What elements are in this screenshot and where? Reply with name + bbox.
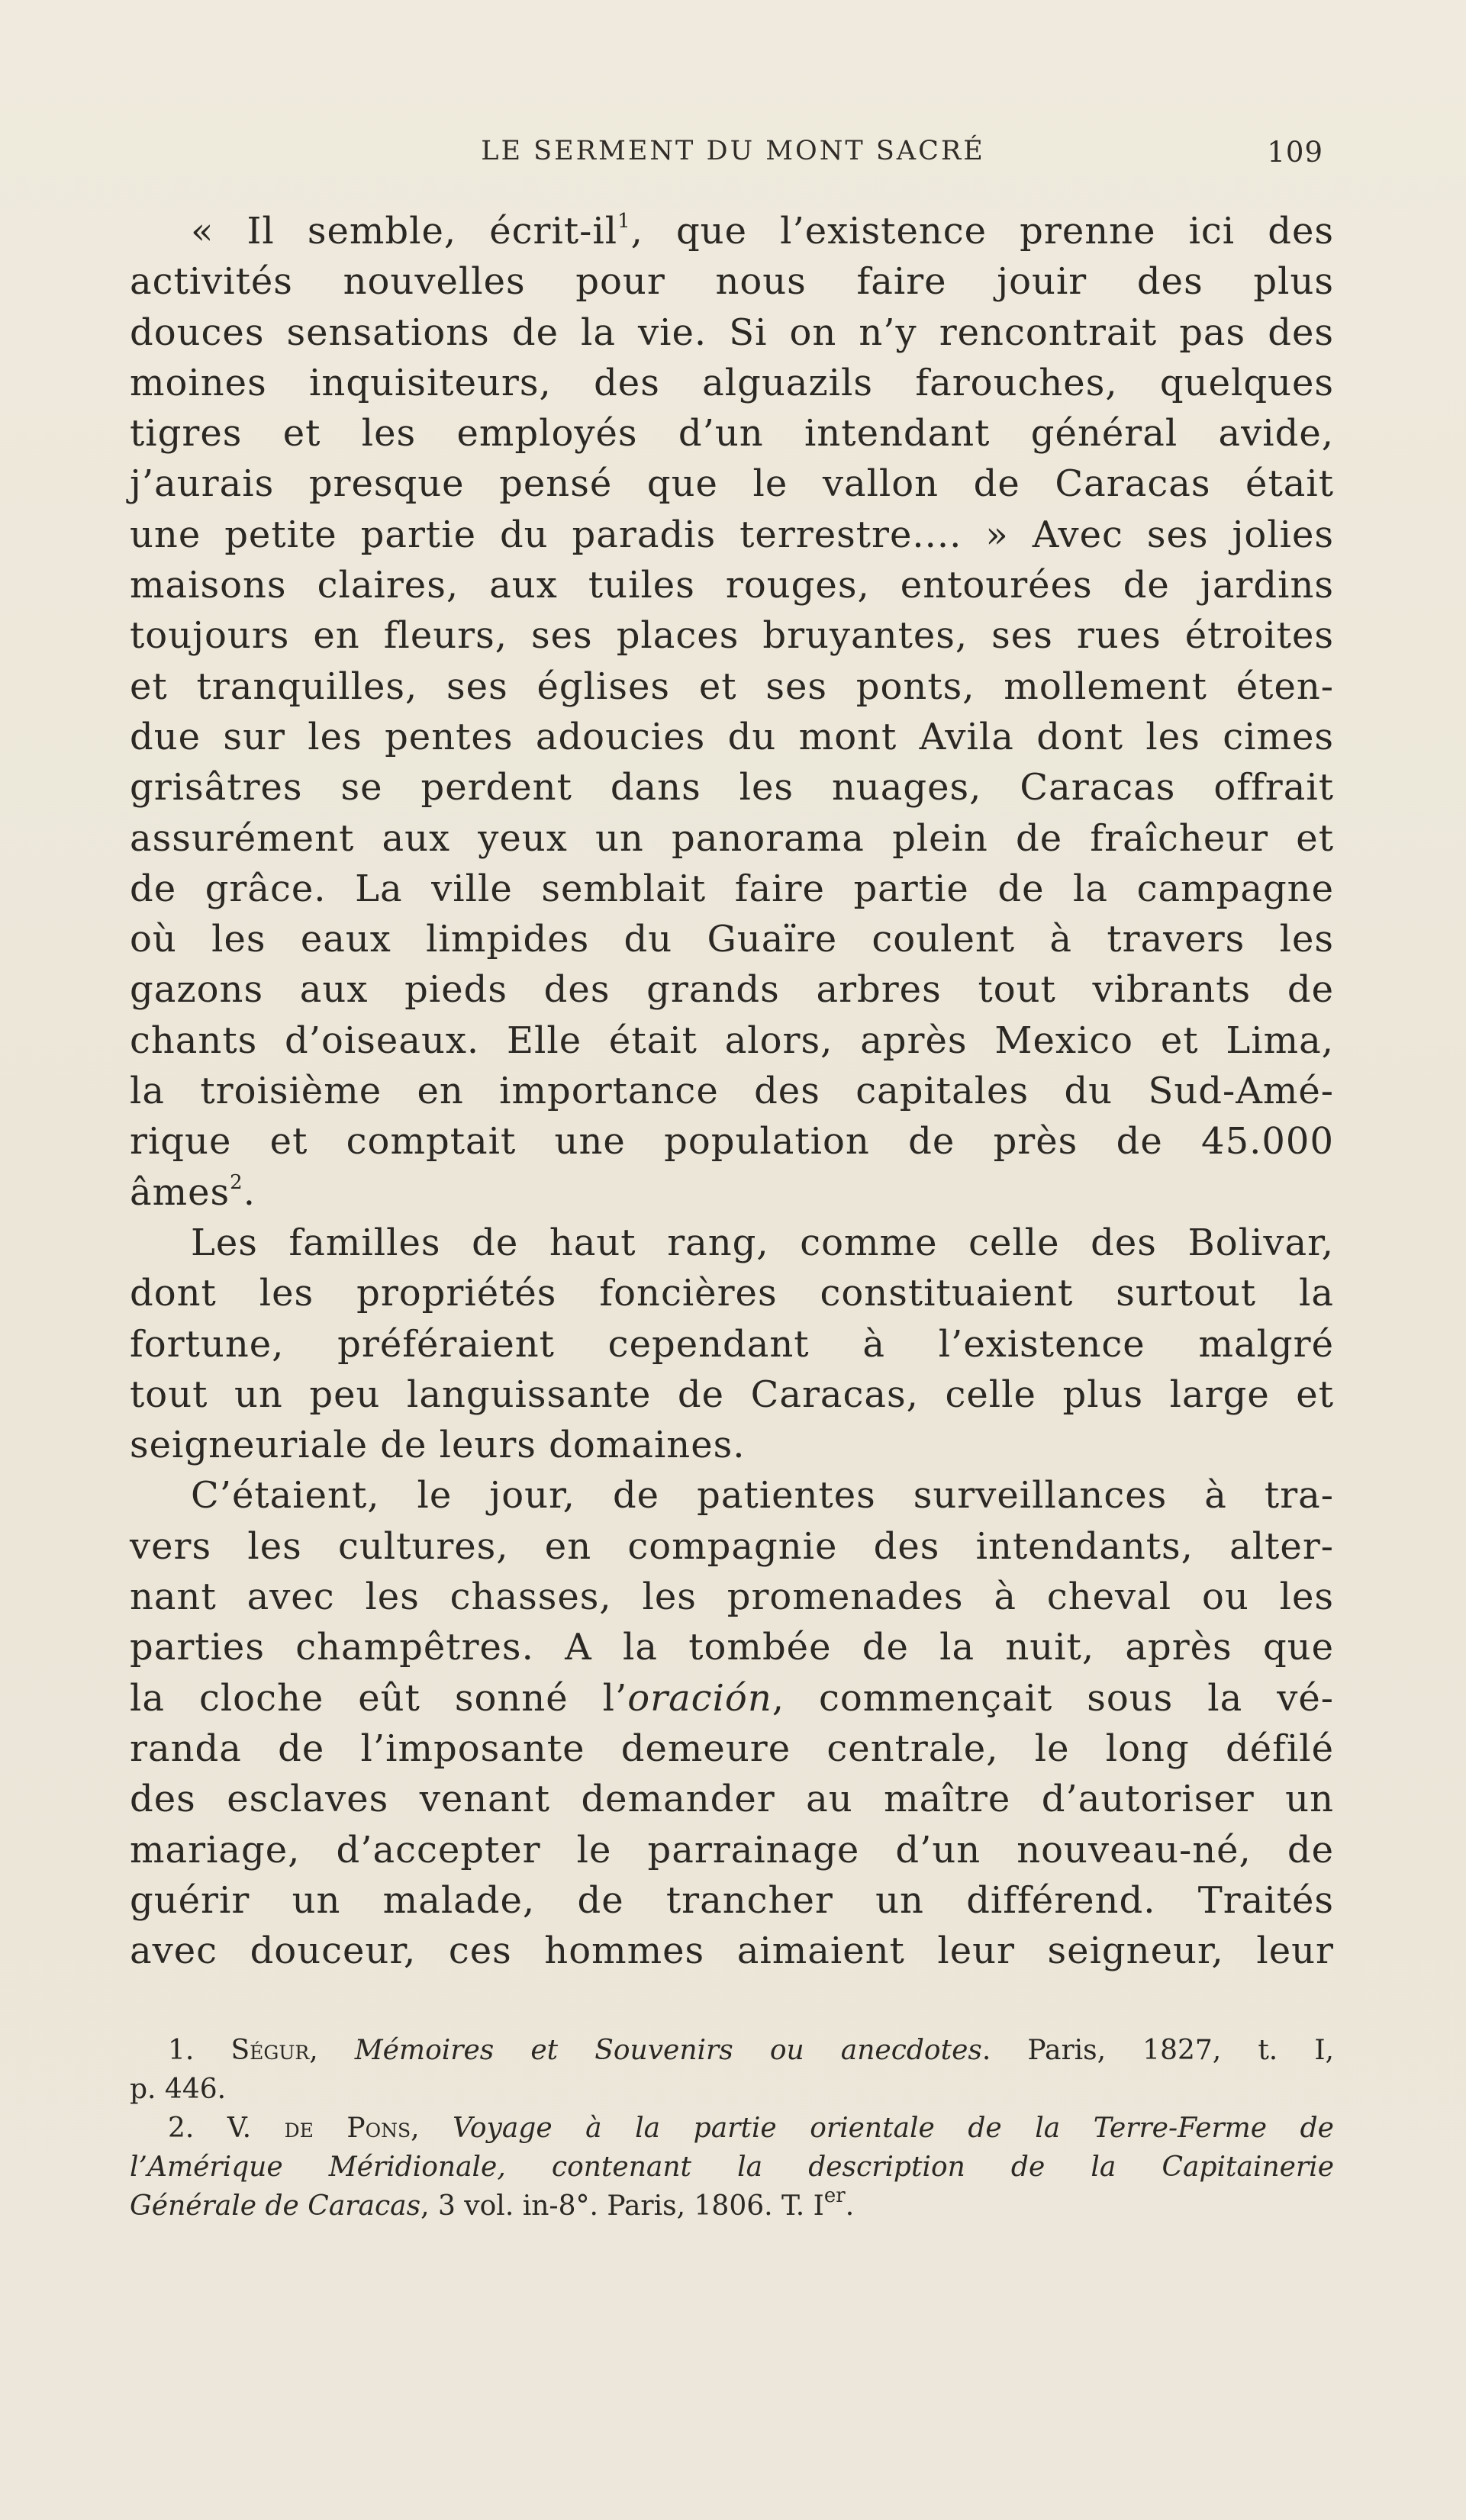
running-title: LE SERMENT DU MONT SACRÉ: [481, 136, 985, 166]
text-line: de grâce. La ville semblait faire partie de la campagne: [130, 867, 1334, 910]
text-line: dont les propriétés foncières constituaient surtout la: [130, 1272, 1334, 1315]
text-line: rique et comptait une population de près de 45.000: [130, 1120, 1334, 1163]
text-line: guérir un malade, de trancher un différend. Traités: [130, 1878, 1334, 1922]
text-line: maisons claires, aux tuiles rouges, entourées de jardins: [130, 564, 1334, 607]
footnote-2-cont: l’Amérique Méridionale, contenant la description de la Capitainerie: [130, 2151, 1334, 2183]
text-line: parties champêtres. A la tombée de la nuit, après que: [130, 1626, 1334, 1669]
text-line: âmes$^2$.: [130, 1170, 256, 1214]
text-line: tigres et les employés d’un intendant général avide,: [130, 412, 1334, 455]
footnote-1-cont: p. 446.: [130, 2074, 227, 2105]
text-line: C’étaient, le jour, de patientes surveillances à tra-: [191, 1474, 1334, 1517]
text-line: chants d’oiseaux. Elle était alors, après Mexico et Lima,: [130, 1019, 1334, 1062]
text-line: vers les cultures, en compagnie des intendants, alter-: [130, 1524, 1334, 1568]
italic-term: oración: [627, 1676, 772, 1720]
text-line: nant avec les chasses, les promenades à cheval ou les: [130, 1575, 1334, 1619]
text-line: mariage, d’accepter le parrainage d’un nouveau-né, de: [130, 1828, 1334, 1871]
footnote-ref: 1: [617, 210, 631, 233]
footnote-ref: 2: [230, 1170, 243, 1194]
text-line: et tranquilles, ses églises et ses ponts, mollement éten-: [130, 665, 1334, 708]
text-line: activités nouvelles pour nous faire jouir des plus: [130, 260, 1334, 304]
text-line: moines inquisiteurs, des alguazils farouches, quelques: [130, 361, 1334, 404]
text-line: des esclaves venant demander au maître d’autoriser un: [130, 1778, 1334, 1821]
text-line: une petite partie du paradis terrestre.... » Avec ses jolies: [130, 513, 1334, 556]
text-line: Les familles de haut rang, comme celle des Bolivar,: [191, 1221, 1334, 1264]
text-line: gazons aux pieds des grands arbres tout vibrants de: [130, 968, 1334, 1012]
running-head: [0, 136, 1466, 182]
footnotes: [130, 2031, 1334, 2226]
text-line: douces sensations de la vie. Si on n’y rencontrait pas des: [130, 311, 1334, 354]
text-line: toujours en fleurs, ses places bruyantes, ses rues étroites: [130, 614, 1334, 658]
footnote-2: 2. V. de Pons, Voyage à la partie orientale de la Terre-Ferme de: [168, 2113, 1334, 2144]
page-number: 109: [1267, 136, 1323, 169]
text-line: « Il semble, écrit-$il^1$, que l’existence prenne ici des: [191, 210, 1335, 253]
text-line: la cloche eût sonné l’oración, commençait sous la vé-: [130, 1676, 1334, 1720]
footnote-1: 1. Ségur, Mémoires et Souvenirs ou anecdotes. Paris, 1827, t. I,: [168, 2035, 1334, 2066]
text-line: où les eaux limpides du Guaïre coulent à travers les: [130, 918, 1334, 961]
text-line: assurément aux yeux un panorama plein de fraîcheur et: [130, 816, 1334, 860]
text-line: grisâtres se perdent dans les nuages, Caracas offrait: [130, 766, 1334, 809]
text-line: due sur les pentes adoucies du mont Avila dont les cimes: [130, 715, 1334, 758]
text-line: seigneuriale de leurs domaines.: [130, 1424, 746, 1467]
text-line: avec douceur, ces hommes aimaient leur seigneur, leur: [130, 1929, 1334, 1973]
text-line: fortune, préféraient cependant à l’existence malgré: [130, 1322, 1334, 1366]
footnote-2-end: Générale de Caracas, 3 vol. in-8°. Paris, 1806. T. Ier.: [130, 2184, 855, 2222]
text-line: j’aurais presque pensé que le vallon de Caracas était: [130, 462, 1334, 506]
text-line: randa de l’imposante demeure centrale, le long défilé: [130, 1727, 1334, 1770]
text-line: la troisième en importance des capitales du Sud-Amé-: [130, 1070, 1334, 1113]
text-line: tout un peu languissante de Caracas, celle plus large et: [130, 1373, 1334, 1416]
body-text: [130, 206, 1334, 1976]
